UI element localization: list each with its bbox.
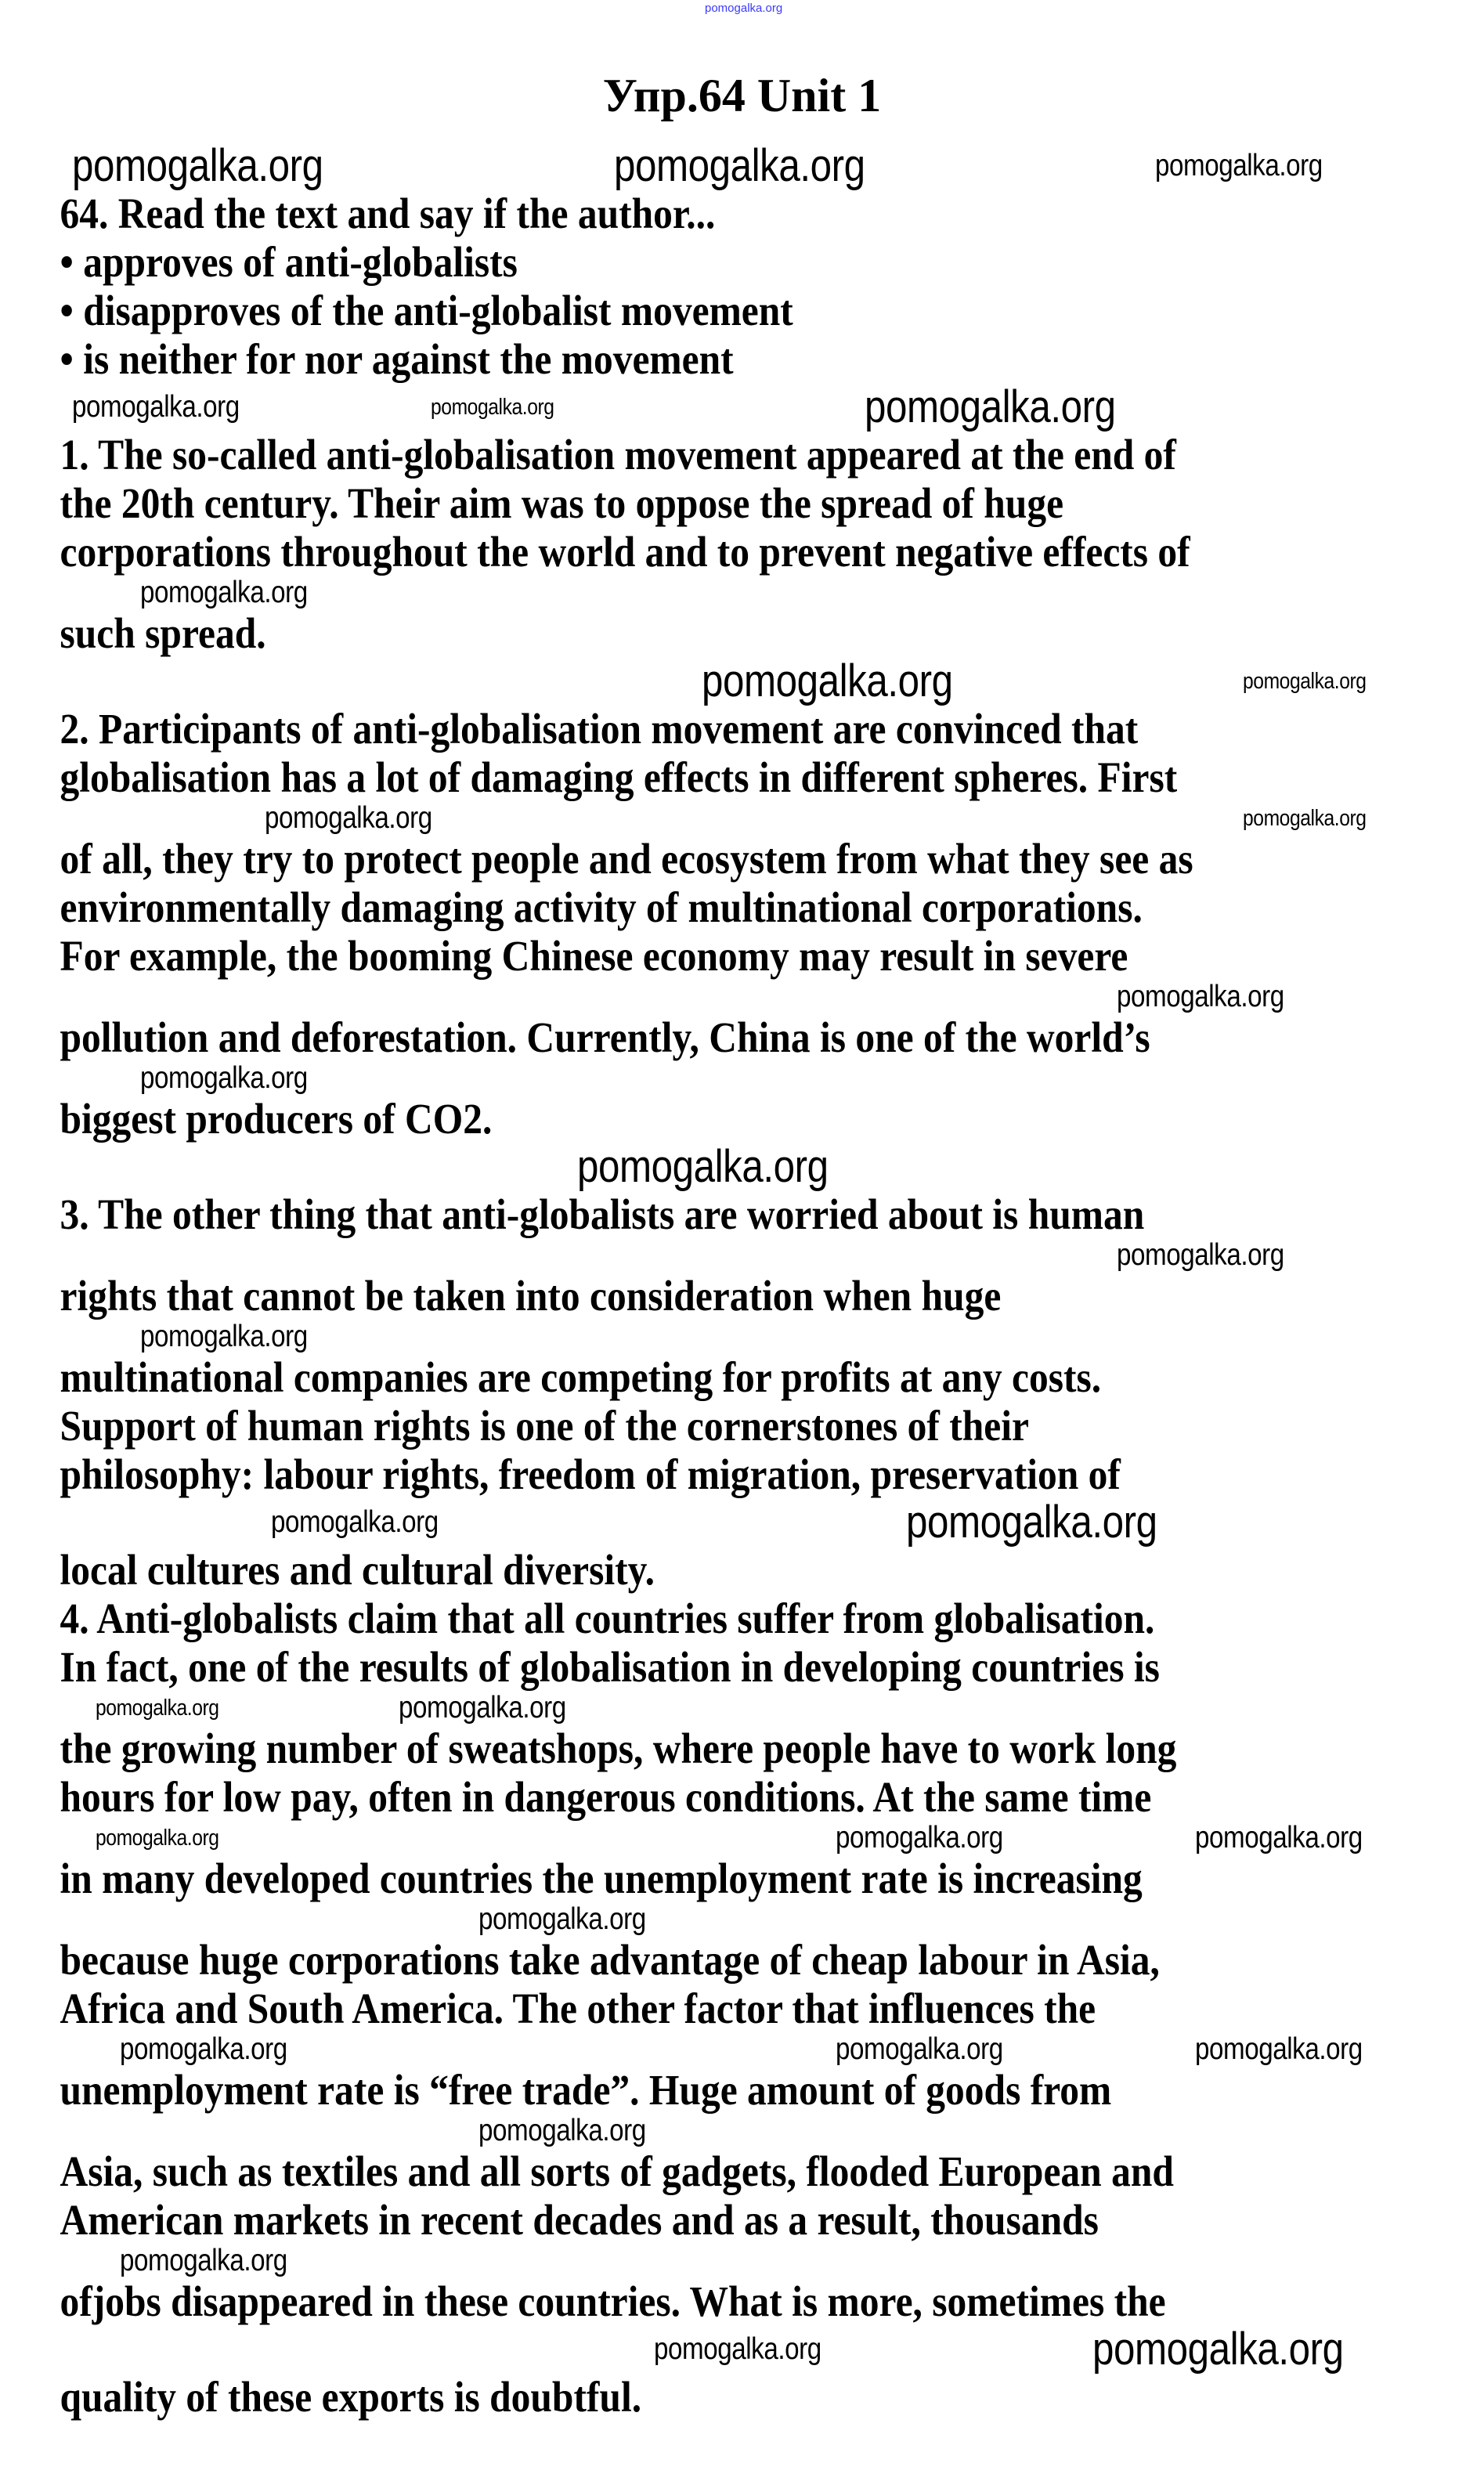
page-title: Упр.64 Unit 1 bbox=[602, 70, 882, 121]
watermark: pomogalka.org bbox=[836, 1821, 1003, 1855]
watermark: pomogalka.org bbox=[140, 576, 308, 609]
watermark-row bbox=[0, 1062, 1484, 1095]
text-line: unemployment rate is “free trade”. Huge amount of goods from bbox=[60, 2066, 1112, 2114]
text-line: Support of human rights is one of the cornerstones of their bbox=[60, 1402, 1029, 1450]
text-line: such spread. bbox=[60, 609, 266, 657]
text-line: in many developed countries the unemployment rate is increasing bbox=[60, 1855, 1143, 1902]
watermark-row bbox=[0, 2245, 1484, 2277]
text-line: of all, they try to protect people and ecosystem from what they see as bbox=[60, 835, 1193, 883]
watermark-row bbox=[0, 1143, 1484, 1190]
watermark: pomogalka.org bbox=[96, 1696, 219, 1721]
option: • disapproves of the anti-globalist movement bbox=[60, 287, 793, 334]
watermark-row bbox=[0, 2033, 1484, 2066]
text-line: corporations throughout the world and to prevent negative effects of bbox=[60, 528, 1190, 576]
document-body bbox=[0, 140, 1484, 2422]
text-line: quality of these exports is doubtful. bbox=[60, 2373, 642, 2421]
watermark: pomogalka.org bbox=[120, 2244, 287, 2277]
watermark-row bbox=[0, 1903, 1484, 1936]
text-line: Africa and South America. The other factor that influences the bbox=[60, 1985, 1096, 2032]
text-line: ofjobs disappeared in these countries. What is more, sometimes the bbox=[60, 2277, 1166, 2325]
watermark: pomogalka.org bbox=[614, 140, 865, 191]
watermark: pomogalka.org bbox=[702, 656, 953, 706]
watermark-row bbox=[0, 140, 1484, 191]
watermark-row bbox=[0, 2115, 1484, 2147]
watermark: pomogalka.org bbox=[399, 1691, 566, 1725]
watermark-row bbox=[0, 981, 1484, 1013]
text-line: the growing number of sweatshops, where people have to work long bbox=[60, 1725, 1177, 1772]
text-line: philosophy: labour rights, freedom of migration, preservation of bbox=[60, 1450, 1121, 1498]
text-line: local cultures and cultural diversity. bbox=[60, 1546, 655, 1594]
watermark: pomogalka.org bbox=[431, 395, 554, 420]
watermark-row bbox=[0, 1692, 1484, 1725]
text-line: biggest producers of CO2. bbox=[60, 1095, 493, 1143]
watermark-row bbox=[0, 802, 1484, 835]
watermark: pomogalka.org bbox=[865, 381, 1116, 432]
text-line: the 20th century. Their aim was to oppose the spread of huge bbox=[60, 479, 1064, 527]
text-line: because huge corporations take advantage of cheap labour in Asia, bbox=[60, 1936, 1160, 1984]
text-line: For example, the booming Chinese economy may result in severe bbox=[60, 932, 1128, 980]
watermark: pomogalka.org bbox=[1195, 2032, 1363, 2066]
watermark: pomogalka.org bbox=[577, 1141, 829, 1192]
watermark-row bbox=[0, 1499, 1484, 1546]
text-line: 3. The other thing that anti-globalists are worried about is human bbox=[60, 1190, 1145, 1238]
watermark: pomogalka.org bbox=[72, 390, 240, 424]
watermark: pomogalka.org bbox=[1117, 1238, 1284, 1272]
watermark: pomogalka.org bbox=[120, 2032, 287, 2066]
watermark-row bbox=[0, 1320, 1484, 1353]
watermark: pomogalka.org bbox=[654, 2332, 821, 2366]
watermark: pomogalka.org bbox=[1195, 1821, 1363, 1855]
watermark: pomogalka.org bbox=[1243, 806, 1367, 831]
text-line: rights that cannot be taken into consideration when huge bbox=[60, 1272, 1002, 1320]
task-instruction: 64. Read the text and say if the author... bbox=[60, 190, 716, 237]
watermark: pomogalka.org bbox=[140, 1061, 308, 1095]
watermark: pomogalka.org bbox=[836, 2032, 1003, 2066]
watermark-row bbox=[0, 658, 1484, 705]
watermark: pomogalka.org bbox=[478, 2114, 646, 2147]
watermark: pomogalka.org bbox=[478, 1902, 646, 1936]
watermark-row bbox=[0, 576, 1484, 609]
watermark-row bbox=[0, 1239, 1484, 1272]
watermark: pomogalka.org bbox=[1117, 980, 1284, 1013]
text-line: environmentally damaging activity of multinational corporations. bbox=[60, 883, 1143, 931]
site-mark: pomogalka.org bbox=[705, 2, 783, 15]
text-line: 2. Participants of anti-globalisation movement are convinced that bbox=[60, 705, 1139, 753]
text-line: 4. Anti-globalists claim that all countries suffer from globalisation. bbox=[60, 1595, 1155, 1642]
watermark: pomogalka.org bbox=[1092, 2324, 1344, 2375]
watermark: pomogalka.org bbox=[271, 1505, 439, 1539]
text-line: Asia, such as textiles and all sorts of gadgets, flooded European and bbox=[60, 2147, 1174, 2195]
watermark-row bbox=[0, 2326, 1484, 2373]
text-line: globalisation has a lot of damaging effects in different spheres. First bbox=[60, 753, 1178, 801]
watermark: pomogalka.org bbox=[96, 1826, 219, 1851]
text-line: multinational companies are competing for profits at any costs. bbox=[60, 1353, 1102, 1401]
option: • is neither for nor against the movement bbox=[60, 335, 734, 383]
text-line: American markets in recent decades and as a result, thousands bbox=[60, 2196, 1099, 2244]
text-line: pollution and deforestation. Currently, China is one of the world’s bbox=[60, 1013, 1150, 1061]
watermark: pomogalka.org bbox=[72, 140, 323, 191]
option: • approves of anti-globalists bbox=[60, 238, 518, 286]
watermark: pomogalka.org bbox=[1243, 669, 1367, 694]
watermark: pomogalka.org bbox=[906, 1497, 1157, 1548]
watermark-row bbox=[0, 381, 1484, 432]
watermark-row bbox=[0, 1822, 1484, 1855]
watermark: pomogalka.org bbox=[265, 801, 432, 835]
text-line: hours for low pay, often in dangerous conditions. At the same time bbox=[60, 1773, 1152, 1821]
text-line: In fact, one of the results of globalisation in developing countries is bbox=[60, 1643, 1160, 1691]
watermark: pomogalka.org bbox=[1155, 149, 1323, 182]
text-line: 1. The so-called anti-globalisation movement appeared at the end of bbox=[60, 431, 1176, 479]
watermark: pomogalka.org bbox=[140, 1320, 308, 1353]
